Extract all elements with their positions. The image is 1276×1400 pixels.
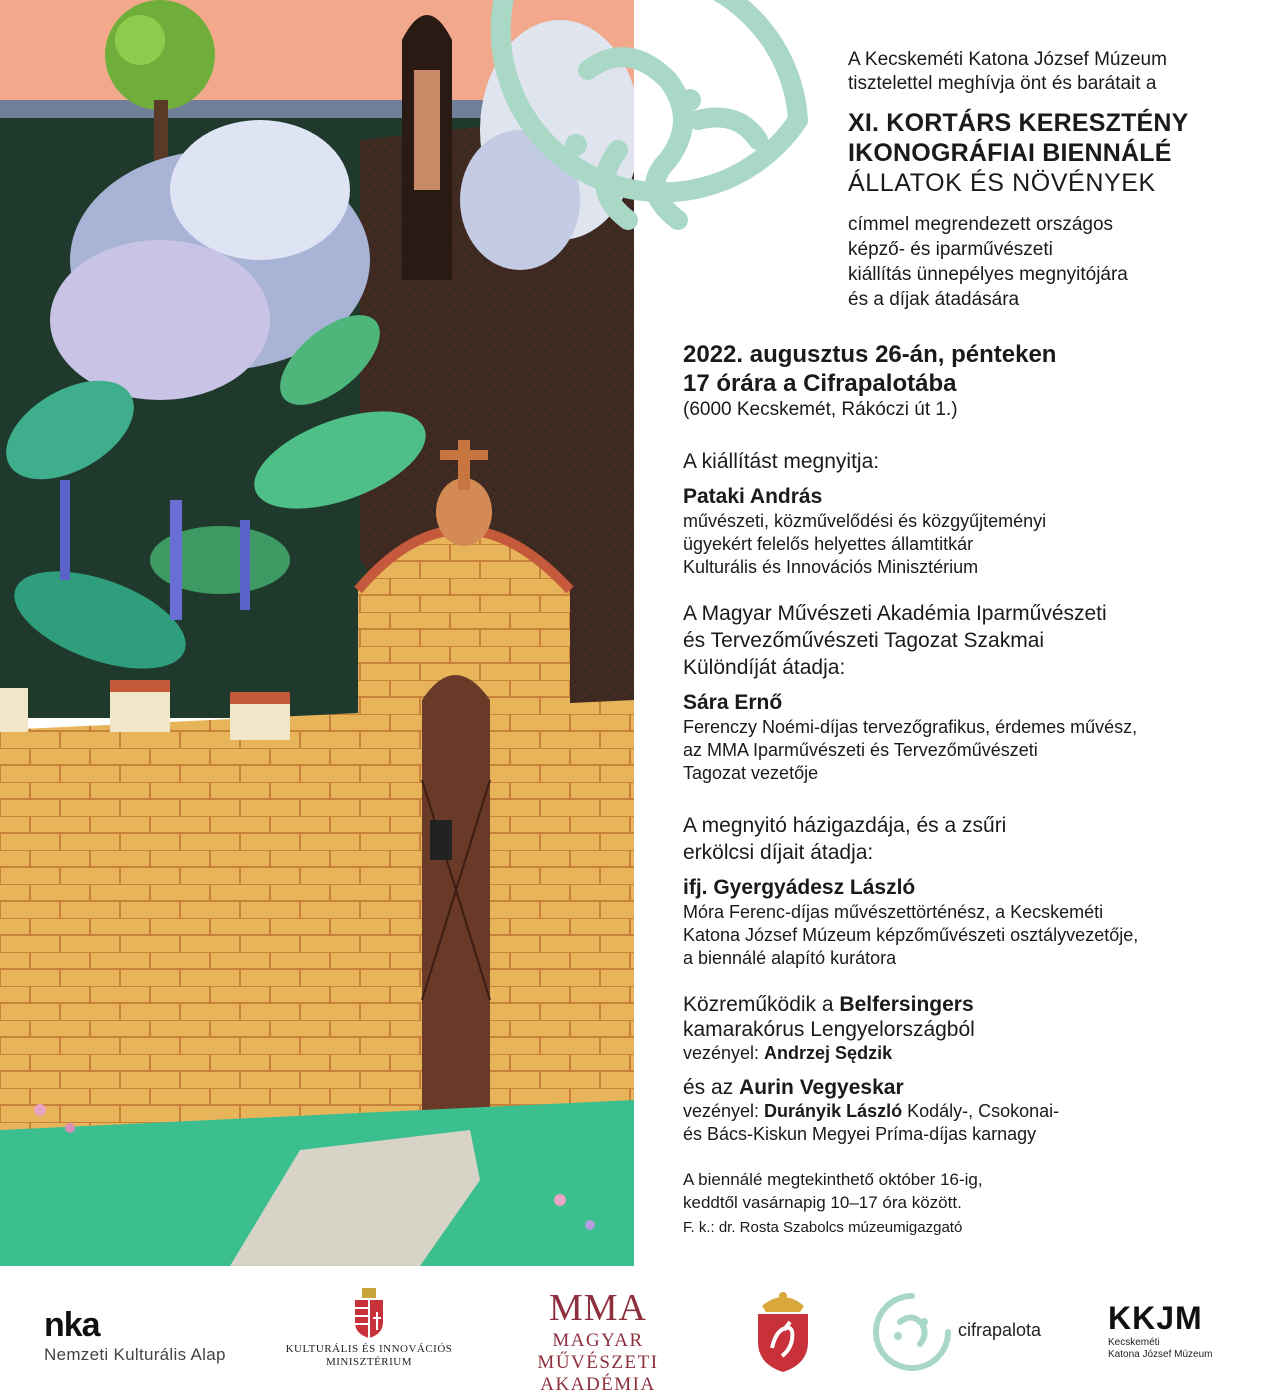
award-lead-3: Különdíját átadja:	[683, 656, 846, 679]
choir-name: Belfersingers	[839, 993, 974, 1016]
footer-line-3: F. k.: dr. Rosta Szabolcs múzeumigazgató	[683, 1219, 963, 1236]
sponsor-logos	[0, 1266, 1276, 1400]
kim-line-1: KULTURÁLIS ÉS INNOVÁCIÓS	[285, 1343, 453, 1355]
music-line-3	[683, 1075, 1243, 1100]
host-lead-1: A megnyitó házigazdája, és a zsűri	[683, 814, 1007, 837]
music-conductor-2	[683, 1100, 1243, 1123]
award-section	[683, 600, 1243, 785]
intro-line-2: tisztelettel meghívja önt és barátait a	[848, 73, 1157, 94]
award-role-3: Tagozat vezetője	[683, 763, 819, 783]
nka-wordmark: nka	[44, 1306, 100, 1344]
music-line-1	[683, 992, 1243, 1017]
music-line-2: kamarakórus Lengyelországból	[683, 1018, 975, 1041]
mma-wordmark: MMA	[548, 1287, 648, 1329]
kkjm-wordmark: KKJM	[1108, 1300, 1203, 1336]
description-line-3: kiállítás ünnepélyes megnyitójára	[848, 264, 1128, 285]
host-name: ifj. Gyergyádesz László	[683, 876, 916, 899]
host-section	[683, 812, 1243, 970]
title-line-1: XI. KORTÁRS KERESZTÉNY	[848, 109, 1189, 137]
description	[848, 212, 1248, 312]
event-datetime	[683, 340, 1243, 422]
spiral-emblem-icon	[468, 0, 828, 320]
intro-line-1: A Kecskeméti Katona József Múzeum	[848, 49, 1167, 70]
host-role-3: a biennálé alapító kurátora	[683, 948, 897, 968]
mma-line-1: MAGYAR MŰVÉSZETI	[537, 1330, 659, 1373]
description-line-2: képző- és iparművészeti	[848, 239, 1053, 260]
opening-lead: A kiállítást megnyitja:	[683, 450, 880, 473]
hungarian-coat-of-arms-icon	[284, 1288, 454, 1343]
conductor-1-name: Andrzej Sędzik	[764, 1043, 893, 1063]
music-conductor-1	[683, 1042, 1243, 1065]
kecskemet-coat-of-arms-icon	[754, 1286, 812, 1377]
event-address: (6000 Kecskemét, Rákóczi út 1.)	[683, 399, 958, 420]
award-role-2: az MMA Iparművészeti és Tervezőművészeti	[683, 740, 1038, 760]
cifrapalota-spiral-icon	[872, 1292, 952, 1372]
kim-line-2: MINISZTÉRIUM	[325, 1356, 413, 1368]
title-line-2: IKONOGRÁFIAI BIENNÁLÉ	[848, 139, 1172, 167]
music-pre-1: Közreműködik a	[683, 993, 840, 1016]
opening-section	[683, 448, 1243, 579]
mma-logo	[498, 1286, 698, 1396]
nka-subtitle: Nemzeti Kulturális Alap	[44, 1345, 226, 1364]
award-name: Sára Ernő	[683, 691, 783, 714]
opening-role-1: művészeti, közművelődési és közgyűjteményi	[683, 511, 1047, 531]
nka-logo	[44, 1306, 226, 1365]
kkjm-logo	[1108, 1300, 1213, 1361]
footer-line-1: A biennálé megtekinthető október 16-ig,	[683, 1170, 983, 1189]
description-line-4: és a díjak átadására	[848, 289, 1020, 310]
kkjm-line-1: Kecskeméti	[1108, 1337, 1160, 1348]
intro-text	[848, 48, 1248, 96]
cifrapalota-logo	[872, 1292, 1092, 1372]
title-subtitle: ÁLLATOK ÉS NÖVÉNYEK	[848, 169, 1156, 197]
description-line-1: címmel megrendezett országos	[848, 214, 1114, 235]
conductor-2-rest: Kodály-, Csokonai-	[902, 1101, 1060, 1121]
conductor-2-name: Durányik László	[764, 1101, 903, 1121]
event-time-place: 17 órára a Cifrapalotába	[683, 370, 957, 397]
event-date: 2022. augusztus 26-án, pénteken	[683, 341, 1057, 368]
music-pre-2: és az	[683, 1076, 740, 1099]
music-section	[683, 992, 1243, 1146]
band-name: Aurin Vegyeskar	[739, 1076, 904, 1099]
kkjm-line-2: Katona József Múzeum	[1108, 1349, 1213, 1360]
footer-line-2: keddtől vasárnapig 10–17 óra között.	[683, 1193, 962, 1212]
host-lead-2: erkölcsi díjait átadja:	[683, 841, 874, 864]
opening-name: Pataki András	[683, 485, 823, 508]
host-role-2: Katona József Múzeum képzőművészeti osztályvezetője,	[683, 925, 1139, 945]
kim-logo	[284, 1288, 454, 1369]
mma-line-2: AKADÉMIA	[540, 1374, 656, 1395]
footer-section	[683, 1168, 1243, 1238]
award-role-1: Ferenczy Noémi-díjas tervezőgrafikus, érdemes művész,	[683, 717, 1138, 737]
opening-role-2: ügyekért felelős helyettes államtitkár	[683, 534, 974, 554]
music-conductor-2-line-2: és Bács-Kiskun Megyei Príma-díjas karnagy	[683, 1124, 1037, 1144]
award-lead-2: és Tervezőművészeti Tagozat Szakmai	[683, 629, 1045, 652]
conductor-label-2: vezényel:	[683, 1101, 765, 1121]
event-title	[848, 108, 1248, 198]
cifrapalota-wordmark: cifrapalota	[958, 1320, 1042, 1340]
conductor-label-1: vezényel:	[683, 1043, 765, 1063]
host-role-1: Móra Ferenc-díjas művészettörténész, a Kecskeméti	[683, 902, 1104, 922]
award-lead-1: A Magyar Művészeti Akadémia Iparművészeti	[683, 602, 1107, 625]
opening-role-3: Kulturális és Innovációs Minisztérium	[683, 557, 979, 577]
